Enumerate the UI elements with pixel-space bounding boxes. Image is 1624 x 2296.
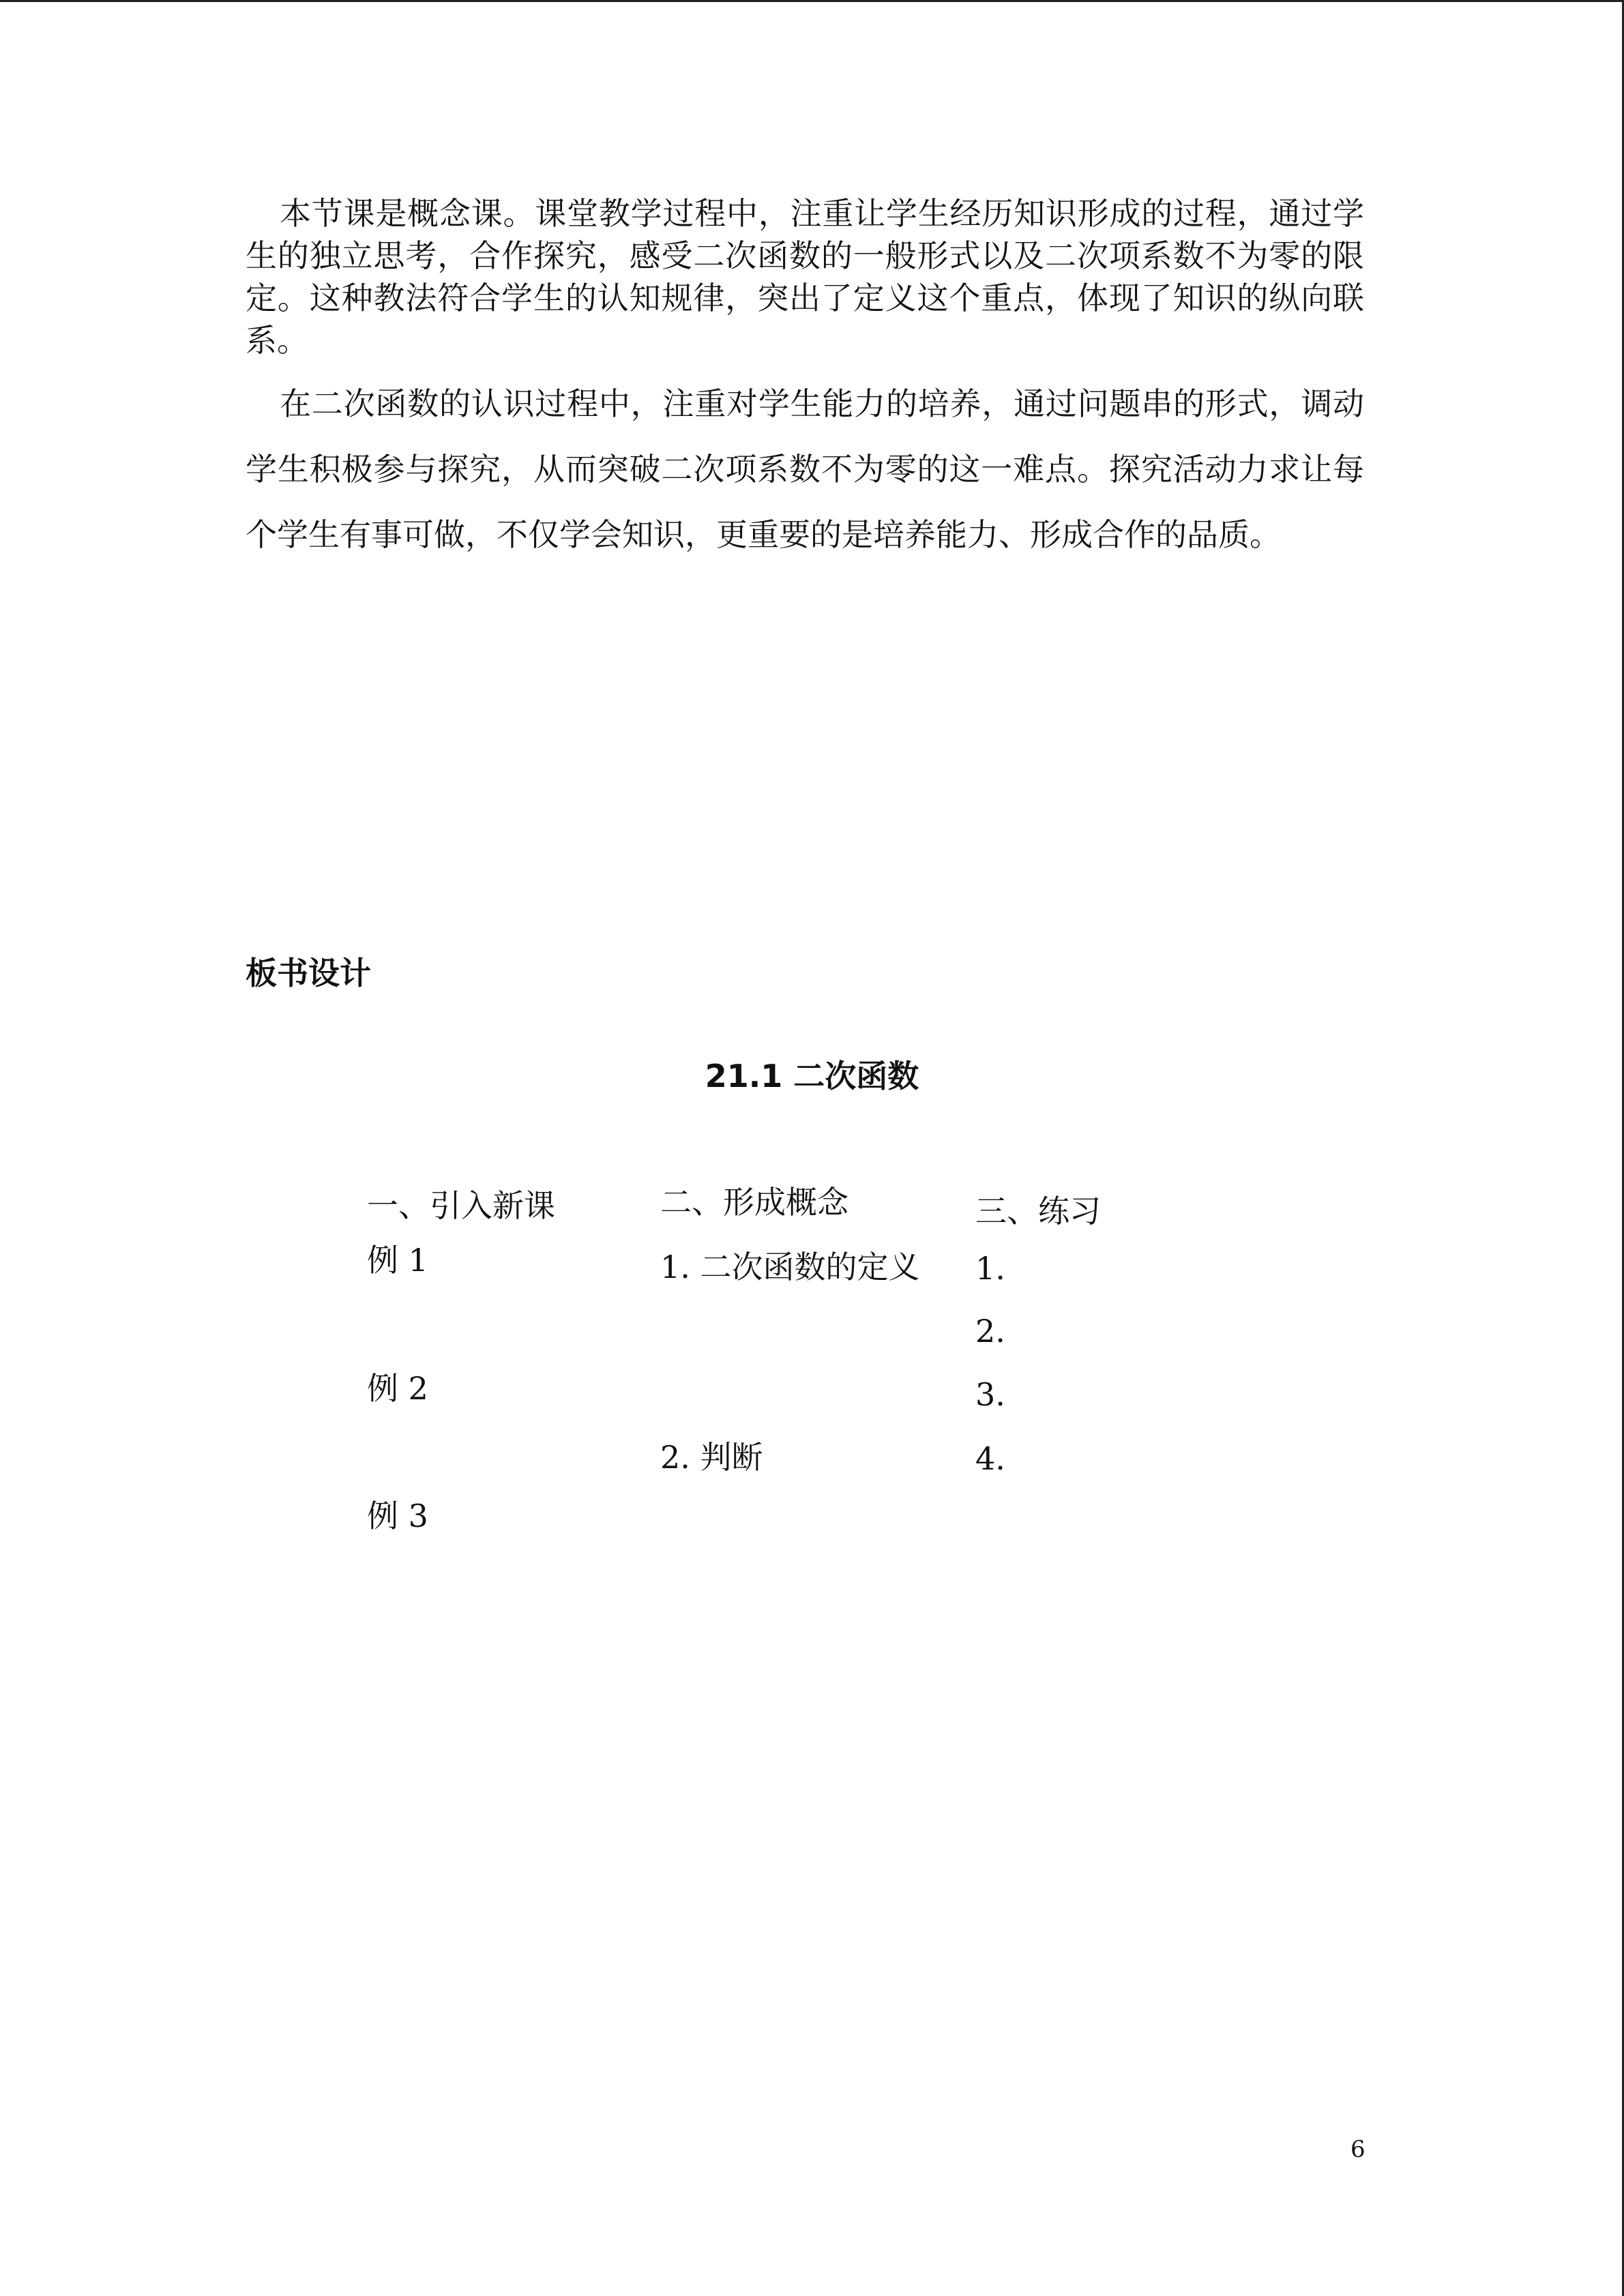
board-col3-item: 4. — [975, 1440, 1005, 1477]
page-top-border — [0, 0, 1624, 2]
board-col2-heading: 二、形成概念 — [660, 1184, 848, 1221]
board-col3-item: 3. — [975, 1376, 1005, 1413]
board-col1-item: 例 3 — [367, 1497, 428, 1534]
board-col1-item: 例 1 — [367, 1242, 428, 1279]
board-design-heading: 板书设计 — [246, 955, 371, 992]
teaching-reflection — [246, 192, 1364, 567]
board-col3-item: 1. — [975, 1250, 1005, 1287]
board-title: 21.1 二次函数 — [705, 1058, 919, 1094]
reflection-paragraph-2: 在二次函数的认识过程中，注重对学生能力的培养，通过问题串的形式，调动学生积极参与探究，从而突破二次项系数不为零的这一难点。探究活动力求让每个学生有事可做，不仅学会知识，更重要的是培养能力、形成合作的品质。 — [246, 385, 1364, 553]
board-col3-item: 2. — [975, 1313, 1005, 1350]
reflection-paragraph-1: 本节课是概念课。课堂教学过程中，注重让学生经历知识形成的过程，通过学生的独立思考，合作探究，感受二次函数的一般形式以及二次项系数不为零的限定。这种教法符合学生的认知规律，突出了定义这个重点，体现了知识的纵向联系。 — [246, 195, 1364, 359]
board-col1-heading: 一、引入新课 — [367, 1187, 555, 1224]
board-col1-item: 例 2 — [367, 1370, 428, 1407]
board-col2-item: 2. 判断 — [660, 1439, 763, 1476]
board-col2-item: 1. 二次函数的定义 — [660, 1249, 920, 1285]
page-number: 6 — [1350, 2136, 1365, 2163]
board-col3-heading: 三、练习 — [975, 1193, 1101, 1229]
